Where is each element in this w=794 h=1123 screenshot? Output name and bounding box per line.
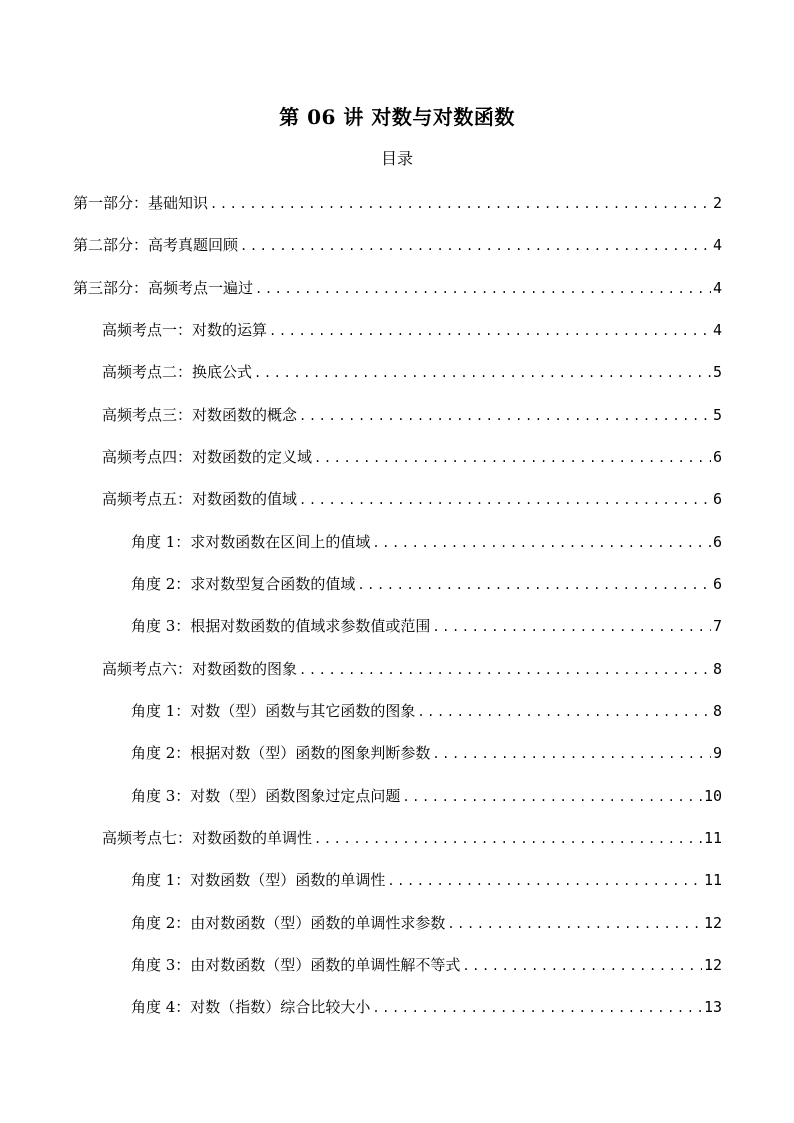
toc-leader-dots [299,403,711,429]
toc-entry[interactable] [73,190,722,216]
toc-leader-dots [402,784,702,810]
toc-entry[interactable] [131,698,722,724]
toc-entry-text: 角度 1：对数（型）函数与其它函数的图象 [131,702,416,720]
toc-page-number: 2 [712,194,722,212]
toc-leader-dots [372,530,711,556]
toc-entry[interactable] [131,529,722,555]
toc-entry-text: 高频考点一：对数的运算 [102,321,268,339]
toc-entry-text: 角度 4：对数（指数）综合比较大小 [131,998,371,1016]
toc-page-number: 4 [712,321,722,339]
toc-entry-text: 高频考点二：换底公式 [102,363,253,381]
toc-heading: 目录 [380,149,413,168]
toc-page-number: 12 [703,914,722,932]
toc-entry-text: 第一部分：基础知识 [73,194,209,212]
toc-entry-text: 高频考点五：对数函数的值域 [102,490,298,508]
toc-entry[interactable] [131,910,722,936]
document-title: 第 06 讲 对数与对数函数 [279,105,515,129]
toc-entry[interactable] [131,952,722,978]
toc-entry-text: 角度 2：求对数型复合函数的值域 [131,575,356,593]
toc-entry-text: 角度 2：由对数函数（型）函数的单调性求参数 [131,914,446,932]
toc-page-number: 12 [703,956,722,974]
toc-leader-dots [240,233,711,259]
toc-page-number: 13 [703,998,722,1016]
toc-leader-dots [432,741,711,767]
toc-page-number: 7 [712,617,722,635]
toc-entry-text: 高频考点六：对数函数的图象 [102,660,298,678]
toc-entry-text: 角度 1：求对数函数在区间上的值域 [131,533,371,551]
toc-leader-dots [462,953,702,979]
toc-leader-dots [387,868,702,894]
toc-entry[interactable] [131,740,722,766]
toc-leader-dots [314,445,711,471]
toc-leader-dots [254,360,711,386]
toc-entry-text: 角度 3：根据对数函数的值域求参数值或范围 [131,617,431,635]
toc-entry[interactable] [102,317,722,343]
toc-leader-dots [417,699,711,725]
toc-entry[interactable] [102,486,722,512]
toc-entry[interactable] [73,232,722,258]
toc-page-number: 9 [712,744,722,762]
toc-page-number: 6 [712,490,722,508]
toc-leader-dots [269,318,711,344]
toc-leader-dots [314,826,702,852]
toc-entry-text: 角度 2：根据对数（型）函数的图象判断参数 [131,744,431,762]
toc-entry-text: 高频考点四：对数函数的定义域 [102,448,313,466]
toc-leader-dots [357,572,711,598]
toc-leader-dots [432,614,711,640]
toc-entry-text: 第二部分：高考真题回顾 [73,236,239,254]
toc-entry[interactable] [102,444,722,470]
toc-entry[interactable] [102,359,722,385]
toc-leader-dots [372,995,702,1021]
toc-entry-text: 第三部分：高频考点一遍过 [73,279,254,297]
toc-entry[interactable] [131,613,722,639]
toc-page-number: 8 [712,702,722,720]
toc-leader-dots [299,657,711,683]
toc-page-number: 5 [712,406,722,424]
toc-page-number: 4 [712,236,722,254]
toc-entry-text: 高频考点七：对数函数的单调性 [102,829,313,847]
toc-page-number: 6 [712,448,722,466]
toc-entry[interactable] [131,783,722,809]
toc-page-number: 6 [712,533,722,551]
toc-entry[interactable] [131,571,722,597]
toc-entry[interactable] [73,275,722,301]
toc-page-number: 8 [712,660,722,678]
toc-entry-text: 高频考点三：对数函数的概念 [102,406,298,424]
toc-entry[interactable] [131,994,722,1020]
toc-leader-dots [299,487,711,513]
toc-entry-text: 角度 1：对数函数（型）函数的单调性 [131,871,386,889]
toc-page-number: 5 [712,363,722,381]
toc-entry[interactable] [131,867,722,893]
toc-page-number: 11 [703,871,722,889]
toc-entry[interactable] [102,825,722,851]
toc-page-number: 11 [703,829,722,847]
toc-entry[interactable] [102,656,722,682]
toc-leader-dots [255,276,711,302]
toc-page-number: 10 [703,787,722,805]
toc-entry-text: 角度 3：对数（型）函数图象过定点问题 [131,787,401,805]
toc-leader-dots [210,191,711,217]
toc-page-number: 6 [712,575,722,593]
toc-page-number: 4 [712,279,722,297]
toc-entry[interactable] [102,402,722,428]
toc-leader-dots [447,911,702,937]
toc-entry-text: 角度 3：由对数函数（型）函数的单调性解不等式 [131,956,461,974]
